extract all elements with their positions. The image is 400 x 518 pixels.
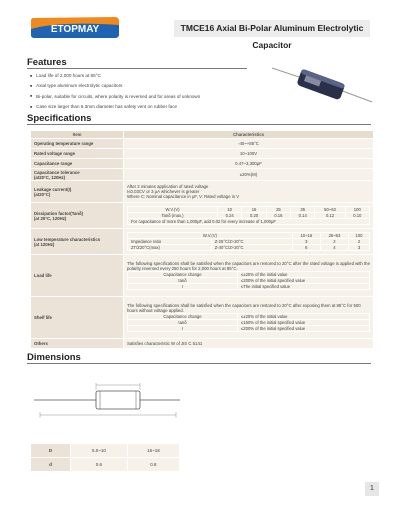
wv-cell: 35 — [291, 207, 315, 213]
lt-row-label: Impedance ratio — [128, 239, 212, 245]
load-life-row-value: ≤The initial specified value — [238, 284, 370, 290]
dim-key: D — [31, 444, 71, 458]
page-number: 1 — [365, 482, 379, 496]
cap-tol-label: Capacitance tolerance (at20°C, 120Hz) — [31, 169, 124, 181]
features-heading: Features — [27, 57, 67, 68]
lt-row-cond: Z-40°C/Z+20°C — [211, 245, 292, 251]
capacitor-photo — [264, 54, 376, 112]
feature-item: ■ Axial type aluminum electrolytic capacitors — [30, 81, 260, 91]
op-temp-value: -40~+85°C — [124, 139, 374, 149]
lt-row-label: ZT/Z20°C(max) — [128, 245, 212, 251]
dimensions-divider — [27, 363, 371, 364]
low-temp-label: Low temperature characteristics (at 120Hz) — [31, 229, 124, 255]
leakage-line: Where C: Nominal capacitance in μF, V: Rated voltage in V — [127, 194, 240, 199]
wv-cell: 100 — [345, 207, 369, 213]
lt-range: 100 — [349, 233, 370, 239]
lt-cell: 2 — [320, 239, 348, 245]
wv-cell: 25 — [266, 207, 290, 213]
rated-voltage-label: Rated voltage range — [31, 149, 124, 159]
lt-range: 10~16 — [292, 233, 320, 239]
features-list — [30, 71, 260, 113]
shelf-life-row-value: ≤200% of the initial specified value — [238, 326, 370, 332]
leakage-line: I≤0.03CV or 3 μA whichever is greater — [127, 189, 200, 194]
etopmay-logo — [29, 13, 121, 41]
lt-wv-label: W.V.(V) — [128, 233, 293, 239]
dissipation-label: Dissipation factor(Tanδ) (at 20°C, 120Hz) — [31, 203, 124, 229]
tan-cell: 0.12 — [315, 213, 345, 219]
shelf-life-value — [124, 297, 374, 339]
others-value: Satisfies characteristic W of JIS C 5141 — [124, 339, 374, 349]
dimensions-heading: Dimensions — [27, 352, 81, 363]
wv-cell: 16 — [242, 207, 266, 213]
lt-cell: 3 — [349, 245, 370, 251]
specifications-heading: Specifications — [27, 113, 92, 124]
characteristics-column-header: Characteristics — [124, 131, 374, 139]
dimensions-table — [30, 443, 180, 472]
tan-cell: 0.16 — [266, 213, 290, 219]
dissipation-value — [124, 203, 374, 229]
load-life-label: Load life — [31, 255, 124, 297]
specifications-divider — [27, 124, 371, 125]
shelf-life-row-name: tanδ — [128, 320, 238, 326]
wv-cell: 50~63 — [315, 207, 345, 213]
lt-cell: 4 — [320, 245, 348, 251]
load-life-text: The following specifications shall be satisfied when the capacitors are restored to 20°C after the rated voltage is applied with the polarity reversed every 250 hours for 2,000 hours at 85°C. — [127, 261, 370, 271]
leakage-label: Leakage current(I) (at20°C) — [31, 181, 124, 203]
document-title: TMCE16 Axial Bi-Polar Aluminum Electrolytic Capacitor — [174, 20, 370, 37]
dissipation-note: For capacitance of more than 1,000μF, add 0.02 for every increase of 1,000μF — [128, 219, 370, 225]
load-life-row-name: I — [128, 284, 238, 290]
leakage-value — [124, 181, 374, 203]
op-temp-label: Operating temperature range — [31, 139, 124, 149]
shelf-life-row-value: ≤150% of the initial specified value — [238, 320, 370, 326]
shelf-life-text: The following specifications shall be satisfied when the capacitors are restored to 20°C after exposing them at 85°C for 500 hours without voltage applied. — [127, 303, 361, 313]
lt-row-cond: Z-25°C/Z+20°C — [211, 239, 292, 245]
others-label: Others — [31, 339, 124, 349]
cap-tol-value: ±20%(M) — [124, 169, 374, 181]
feature-item: ■ Load life of 2,000 hours at 85°C — [30, 71, 260, 81]
dimension-drawing — [30, 372, 200, 422]
item-column-header: Item — [31, 131, 124, 139]
lt-cell: 2 — [349, 239, 370, 245]
lt-range: 25~63 — [320, 233, 348, 239]
leakage-line: After 2 minutes application of rated voltage — [127, 184, 209, 189]
load-life-row-value: ≤200% of the initial specified value — [238, 278, 370, 284]
rated-voltage-value: 10~100V — [124, 149, 374, 159]
dim-key: d — [31, 458, 71, 472]
wv-label: W.V.(V) — [128, 207, 218, 213]
features-divider — [27, 68, 247, 69]
load-life-row-name: Capacitance change — [128, 272, 238, 278]
shelf-life-row-name: Capacitance change — [128, 314, 238, 320]
load-life-value — [124, 255, 374, 297]
shelf-life-label: Shelf life — [31, 297, 124, 339]
cap-range-label: Capacitance range — [31, 159, 124, 169]
dim-value: 0.8 — [127, 458, 179, 472]
tan-cell: 0.20 — [242, 213, 266, 219]
lt-cell: 6 — [292, 245, 320, 251]
low-temp-value — [124, 229, 374, 255]
wv-cell: 10 — [218, 207, 242, 213]
cap-range-value: 0.47~3,300μF — [124, 159, 374, 169]
tan-cell: 0.24 — [218, 213, 242, 219]
dim-value: 0.6 — [71, 458, 128, 472]
tan-cell: 0.10 — [345, 213, 369, 219]
shelf-life-row-value: ≤±20% of the initial value — [238, 314, 370, 320]
dim-value: 16~18 — [127, 444, 179, 458]
specifications-table — [30, 130, 374, 349]
shelf-life-row-name: I — [128, 326, 238, 332]
table-row — [31, 458, 180, 472]
load-life-row-name: tanδ — [128, 278, 238, 284]
tan-label: Tanδ (max.) — [128, 213, 218, 219]
feature-item: ■ Bi-polar, suitable for circuits, where polarity is reversed and for areas of unknown — [30, 92, 260, 102]
logo-text: ETOPMAY — [50, 24, 100, 35]
tan-cell: 0.14 — [291, 213, 315, 219]
feature-item: ■ Case size larger than 6.3mm diameter has safety vent on rubber face — [30, 102, 260, 112]
load-life-row-value: ≤±20% of the initial value — [238, 272, 370, 278]
dim-value: 5.0~10 — [71, 444, 128, 458]
lt-cell: 3 — [292, 239, 320, 245]
table-row — [31, 444, 180, 458]
